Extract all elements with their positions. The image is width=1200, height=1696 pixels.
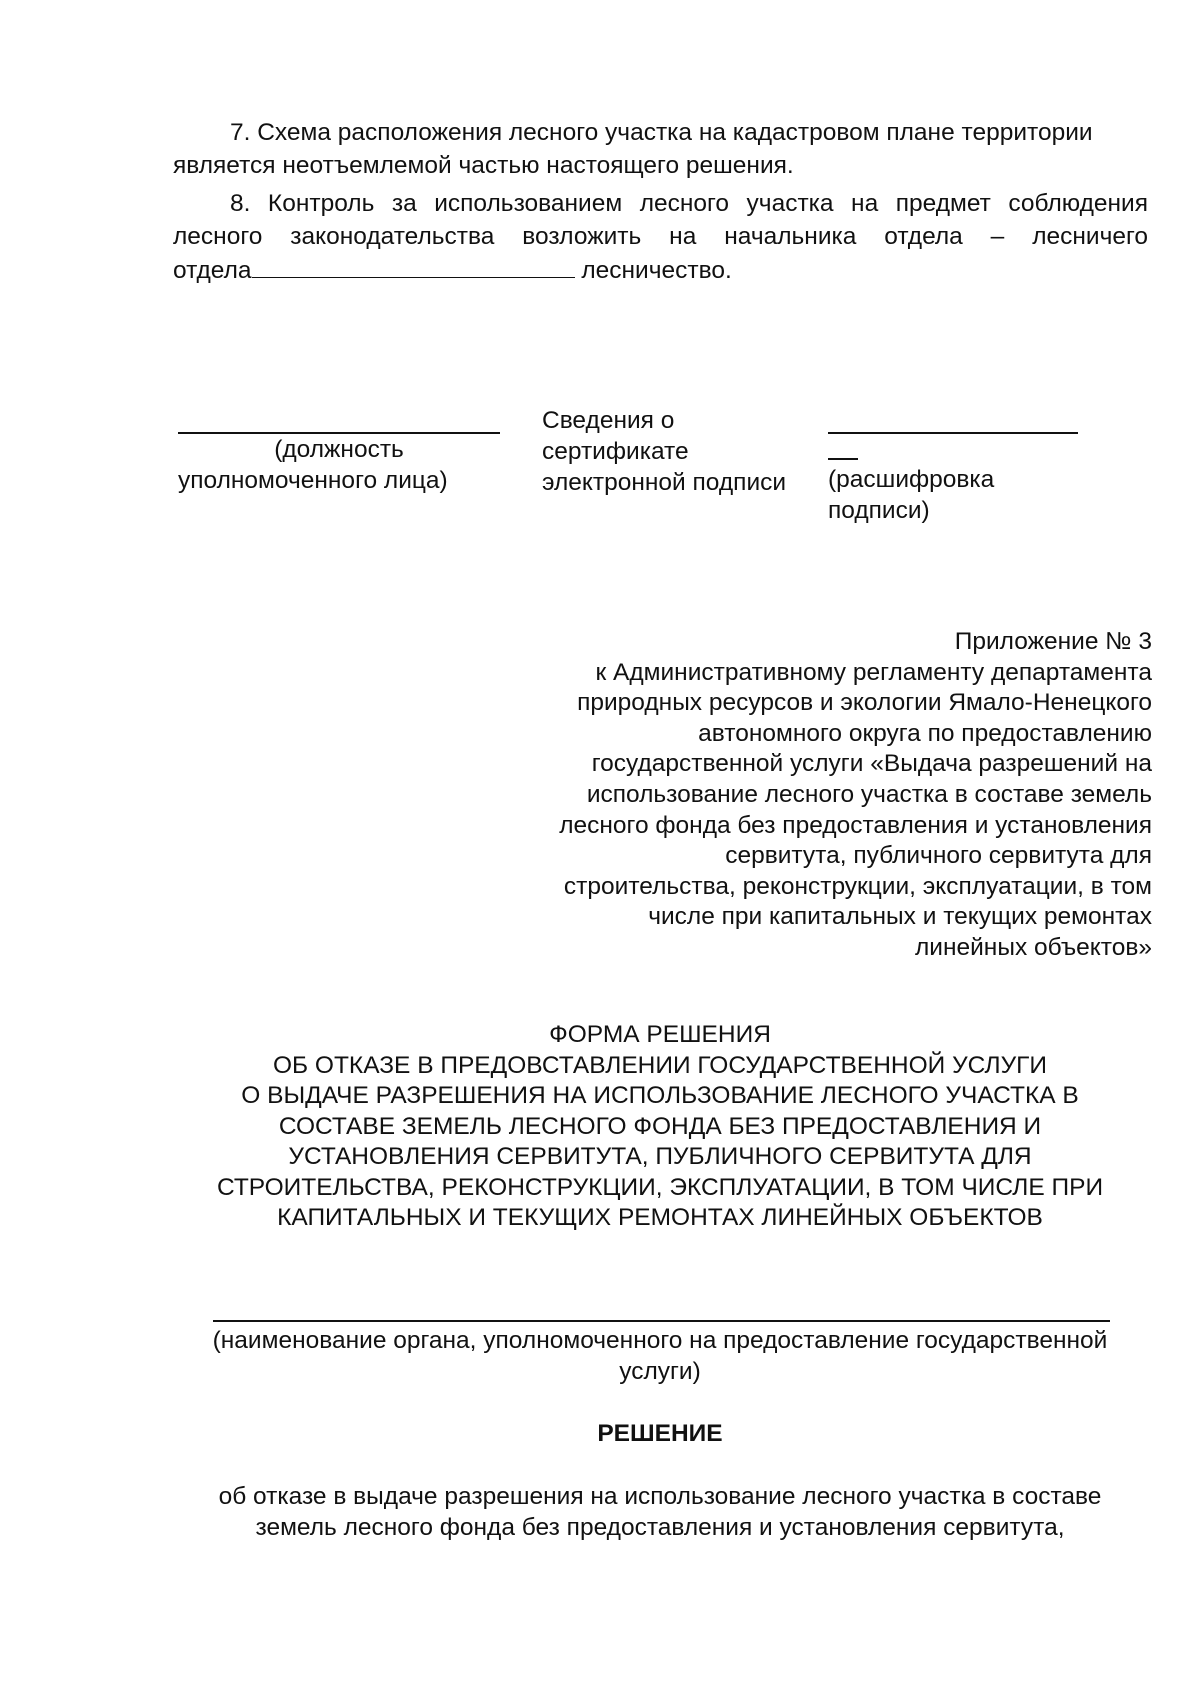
position-caption-line-1: (должность (274, 436, 404, 463)
certificate-line-3: электронной подписи (542, 469, 787, 496)
form-title-line: ФОРМА РЕШЕНИЯ (549, 1021, 771, 1048)
signature-certificate-column (542, 405, 822, 498)
form-title-line: УСТАНОВЛЕНИЯ СЕРВИТУТА, ПУБЛИЧНОГО СЕРВИТУТА ДЛЯ (288, 1143, 1032, 1170)
appendix-line: лесного фонда без предоставления и установления (559, 811, 1152, 839)
signature-decoding-column (828, 408, 1078, 526)
appendix-line: использование лесного участка в составе земель (586, 780, 1152, 808)
decoding-signature-line (828, 408, 1078, 434)
signature-position-column (178, 408, 500, 496)
appendix-line: строительства, реконструкции, эксплуатации, в том (563, 872, 1152, 900)
appendix-line: к Административному регламенту департамента (595, 658, 1152, 686)
appendix-line: числе при капитальных и текущих ремонтах (648, 903, 1152, 931)
position-signature-line (178, 408, 500, 434)
decoding-caption-line-1: (расшифровка (828, 466, 995, 493)
decoding-caption-line-2: подписи) (828, 497, 930, 524)
form-title-line: СТРОИТЕЛЬСТВА, РЕКОНСТРУКЦИИ, ЭКСПЛУАТАЦИИ, В ТОМ ЧИСЛЕ ПРИ (216, 1173, 1104, 1201)
paragraph-7-line-2: является неотъемлемой частью настоящего решения. (173, 152, 794, 179)
organ-caption (160, 1326, 1160, 1387)
appendix-line: Приложение № 3 (954, 628, 1152, 655)
paragraph-8-suffix: лесничество. (574, 257, 732, 284)
appendix-header (452, 627, 1152, 964)
certificate-line-1: Сведения о (542, 407, 675, 434)
certificate-line-2: сертификате (542, 438, 689, 465)
paragraph-7-line-1: 7. Схема расположения лесного участка на кадастровом плане территории (230, 119, 1093, 146)
appendix-line: сервитута, публичного сервитута для (725, 842, 1152, 870)
decision-subtitle (160, 1481, 1160, 1543)
form-title-line: СОСТАВЕ ЗЕМЕЛЬ ЛЕСНОГО ФОНДА БЕЗ ПРЕДОСТАВЛЕНИЯ И (278, 1112, 1042, 1140)
paragraph-8-text: 8. Контроль за использованием лесного участка на предмет соблюдения лесного законодательства возложить на начальника отдела – лесничего (173, 190, 1148, 250)
forestry-blank-line (252, 253, 575, 278)
appendix-line: природных ресурсов и экологии Ямало-Ненецкого (577, 689, 1152, 717)
appendix-line: государственной услуги «Выдача разрешений на (591, 750, 1152, 778)
organ-name-line (213, 1320, 1110, 1322)
form-title (160, 1020, 1160, 1234)
form-title-line: ОБ ОТКАЗЕ В ПРЕДОВСТАВЛЕНИИ ГОСУДАРСТВЕННОЙ УСЛУГИ (272, 1051, 1048, 1079)
decoding-underscore (828, 434, 858, 460)
form-title-line: О ВЫДАЧЕ РАЗРЕШЕНИЯ НА ИСПОЛЬЗОВАНИЕ ЛЕСНОГО УЧАСТКА В (241, 1082, 1079, 1109)
position-caption-line-2: уполномоченного лица) (178, 467, 448, 494)
appendix-line: линейных объектов» (914, 933, 1152, 961)
decision-subtitle-line-2: земель лесного фонда без предоставления и установления сервитута, (255, 1514, 1065, 1541)
paragraph-8-last-line (173, 253, 1148, 287)
paragraph-7 (173, 116, 1148, 182)
paragraph-8 (173, 187, 1148, 287)
decision-subtitle-line-1: об отказе в выдаче разрешения на использование лесного участка в составе (218, 1483, 1102, 1510)
appendix-line: автономного округа по предоставлению (698, 719, 1152, 747)
organ-caption-line-2: услуги) (619, 1357, 701, 1385)
decision-heading: РЕШЕНИЕ (597, 1420, 723, 1447)
paragraph-8-prefix: отдела (173, 257, 252, 284)
form-title-line: КАПИТАЛЬНЫХ И ТЕКУЩИХ РЕМОНТАХ ЛИНЕЙНЫХ ОБЪЕКТОВ (277, 1204, 1043, 1231)
organ-caption-line-1: (наименование органа, уполномоченного на предоставление государственной (212, 1327, 1108, 1354)
